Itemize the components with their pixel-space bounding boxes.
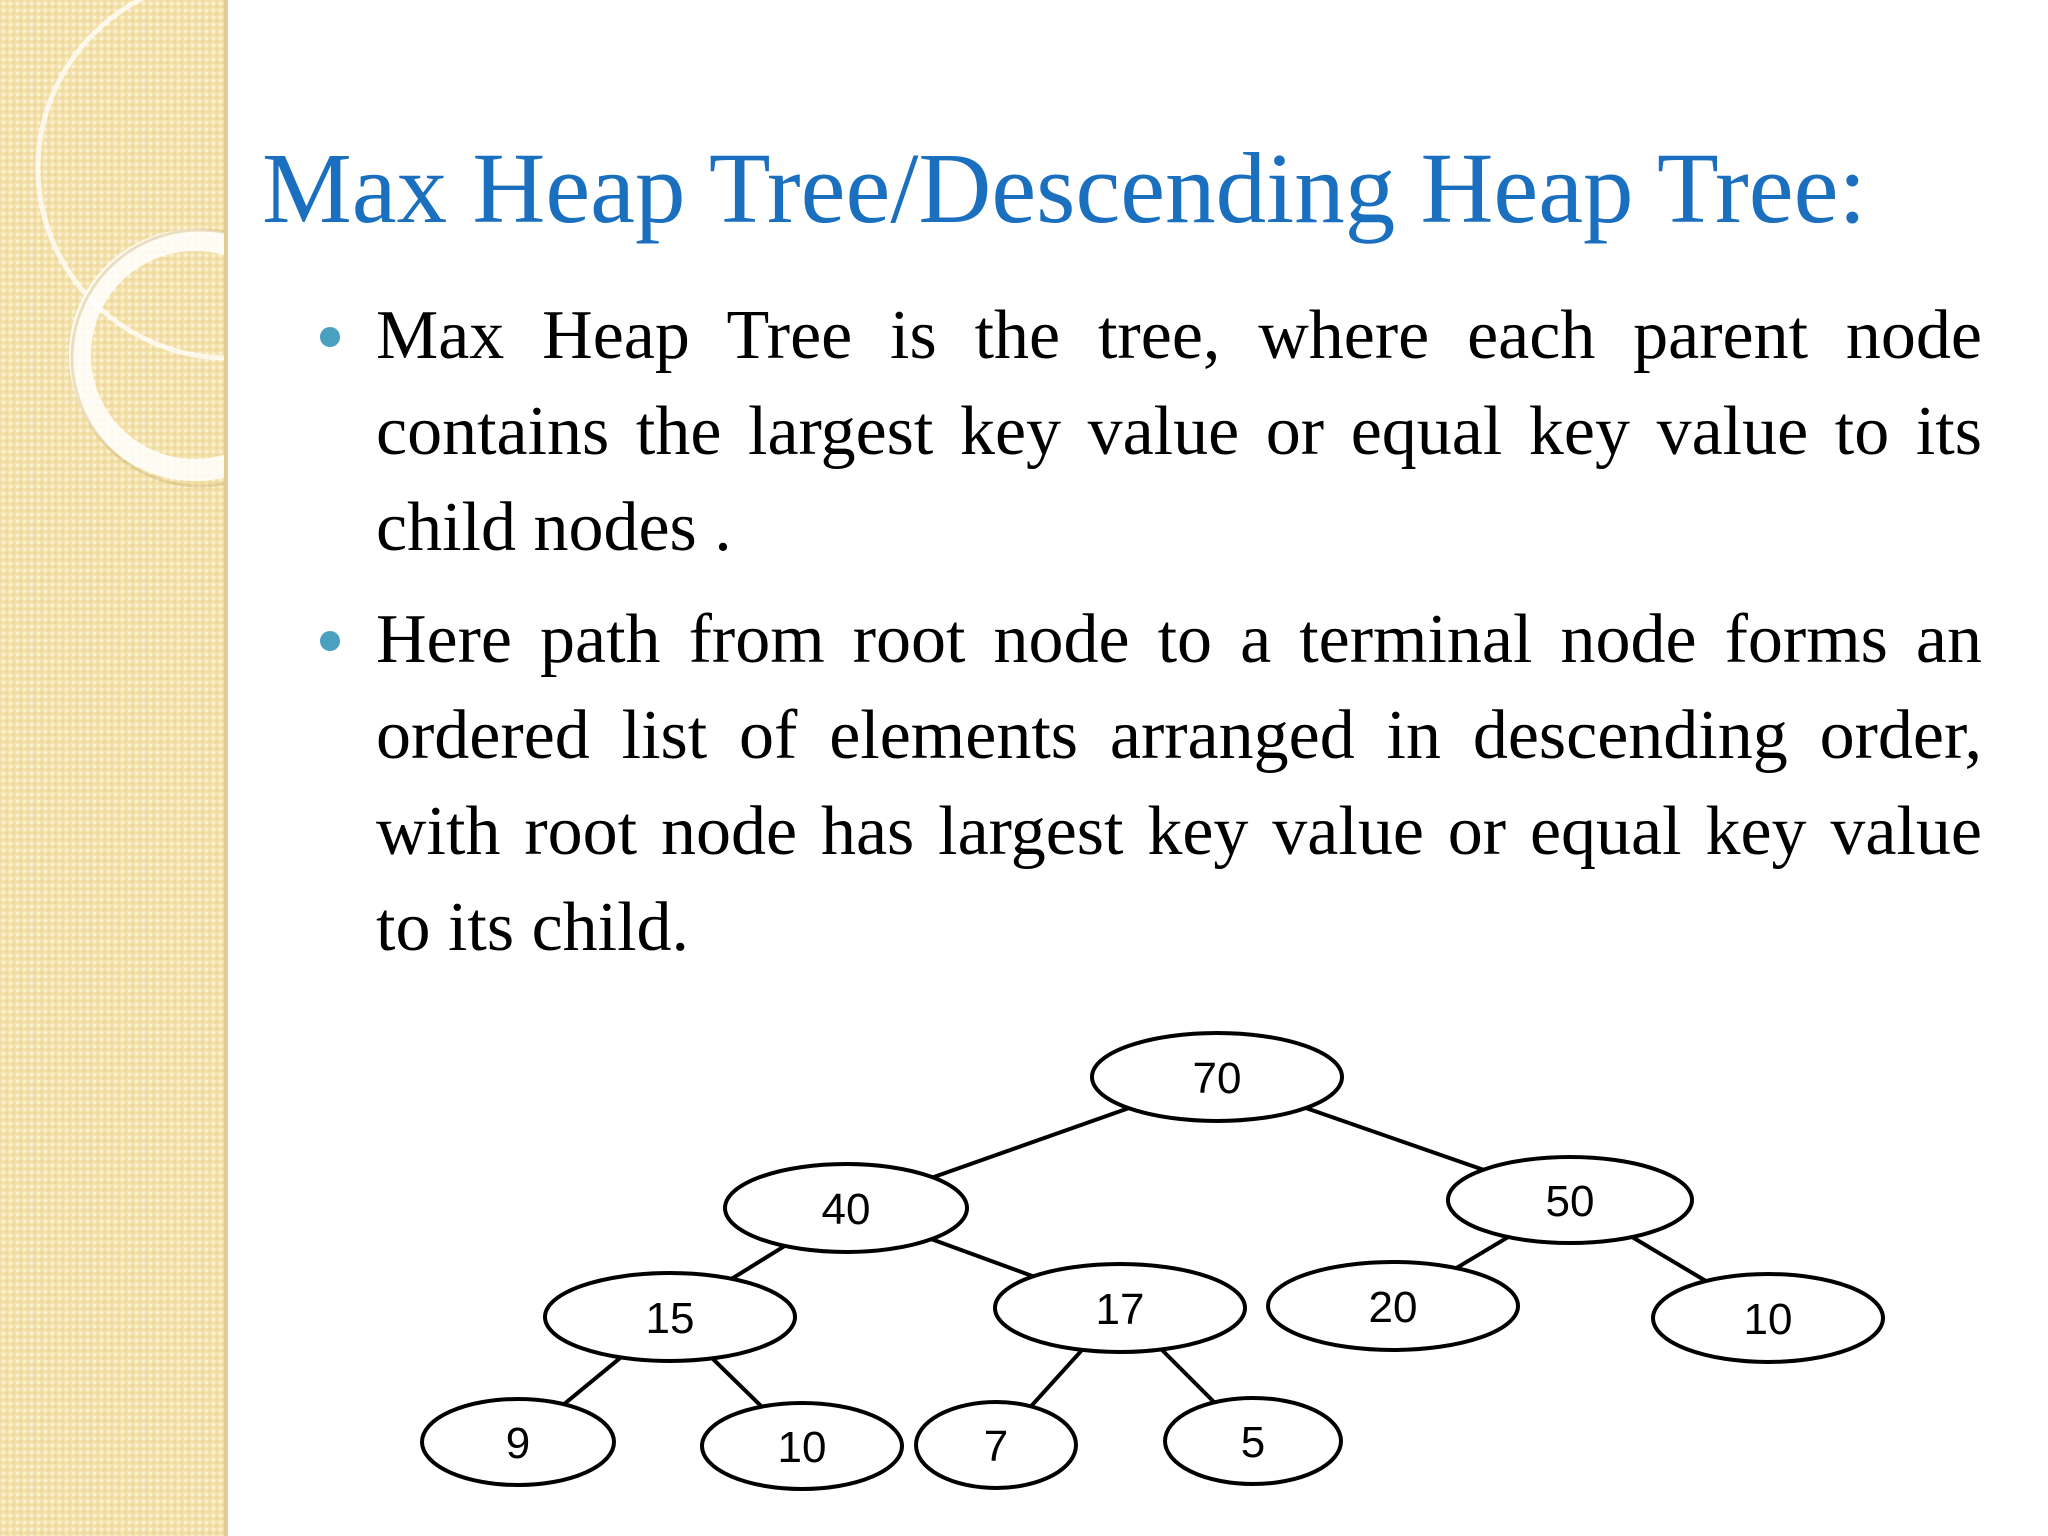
- tree-node-label: 5: [1240, 1418, 1266, 1467]
- tree-node-7: [916, 1402, 1076, 1488]
- tree-node-label: 9: [505, 1419, 531, 1468]
- tree-node-label: 10: [1743, 1295, 1793, 1344]
- tree-edge-n40-n15: [732, 1246, 785, 1279]
- tree-node-50: [1448, 1157, 1692, 1243]
- tree-nodes: [422, 1033, 1883, 1489]
- slide-title: Max Heap Tree/Descending Heap Tree:: [262, 132, 1867, 244]
- bullet-item: Here path from root node to a terminal node forms an ordered list of elements arranged in descending order, with root node has largest key value or equal key value to its child.: [376, 601, 1982, 966]
- tree-node-5: [1165, 1398, 1341, 1484]
- tree-node-70: [1092, 1033, 1342, 1121]
- tree-node-label: 10: [777, 1423, 827, 1472]
- tree-node-9: [422, 1399, 614, 1485]
- tree-edge-n70-n50: [1306, 1108, 1483, 1170]
- tree-node-15: [545, 1273, 795, 1361]
- tree-node-40: [725, 1164, 967, 1252]
- tree-node-label: 40: [821, 1185, 871, 1234]
- tree-edge-n15-n10b: [712, 1358, 761, 1406]
- tree-node-label: 50: [1545, 1177, 1595, 1226]
- tree-node-10: [1653, 1274, 1883, 1362]
- tree-edge-n70-n40: [933, 1108, 1129, 1177]
- tree-edge-n17-n7: [1031, 1350, 1082, 1406]
- bullet-item: Max Heap Tree is the tree, where each parent node contains the largest key value or equal key value to its child nodes .: [376, 297, 1982, 566]
- tree-node-10: [702, 1403, 902, 1489]
- tree-edge-n40-n17: [931, 1239, 1033, 1276]
- tree-edges: [564, 1108, 1706, 1407]
- tree-node-label: 20: [1368, 1283, 1418, 1332]
- tree-node-20: [1268, 1262, 1518, 1350]
- tree-node-label: 70: [1192, 1054, 1242, 1103]
- tree-edge-n50-n10a: [1632, 1237, 1706, 1281]
- tree-edge-n50-n20: [1456, 1237, 1508, 1268]
- tree-node-label: 7: [983, 1422, 1009, 1471]
- tree-node-label: 15: [645, 1294, 695, 1343]
- tree-node-label: 17: [1095, 1285, 1145, 1334]
- tree-edge-n15-n9: [564, 1357, 621, 1404]
- tree-edge-n17-n5: [1162, 1350, 1215, 1403]
- tree-node-17: [995, 1264, 1245, 1352]
